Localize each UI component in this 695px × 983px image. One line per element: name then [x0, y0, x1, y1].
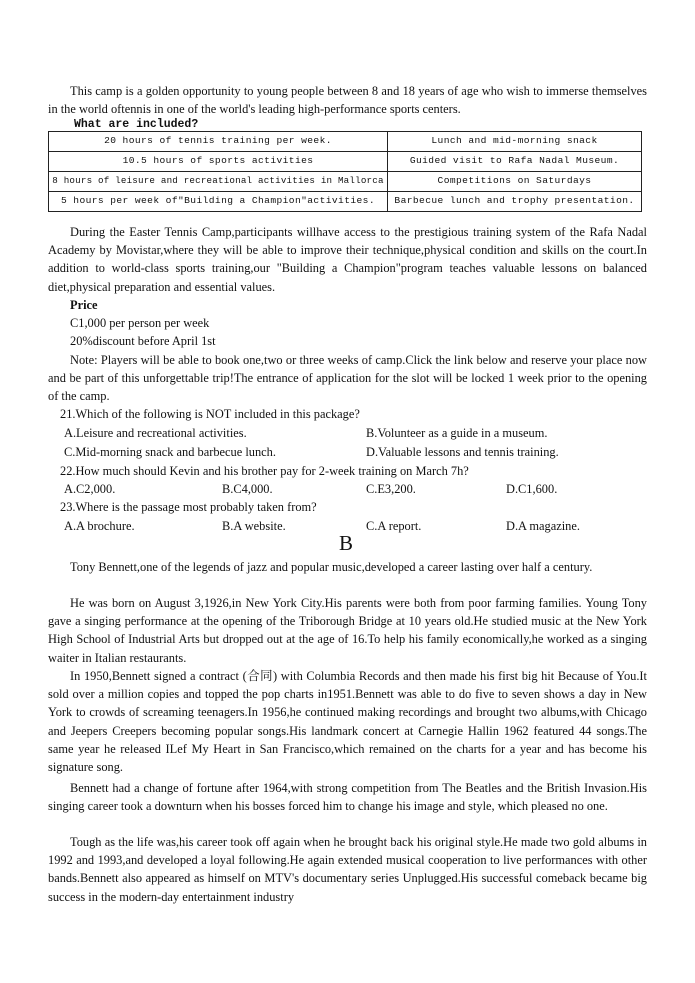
table-row [49, 172, 642, 192]
section-b-paragraph-4: Bennett had a change of fortune after 1964,with strong competition from The Beatles and the British Invasion.His singing career took a downturn when his bosses forced him to change his image and style, which pleased no one. [48, 781, 647, 814]
table-cell: 10.5 hours of sports activities [49, 152, 388, 172]
question-22-option-c[interactable]: C.E3,200. [366, 482, 416, 496]
table-row [49, 132, 642, 152]
price-heading: Price [70, 298, 98, 312]
table-row [49, 152, 642, 172]
question-22-option-a[interactable]: A.C2,000. [64, 482, 116, 496]
question-23-option-b[interactable]: B.A website. [222, 519, 286, 533]
question-22-option-b[interactable]: B.C4,000. [222, 482, 273, 496]
table-cell: Lunch and mid-morning snack [388, 132, 642, 152]
table-cell: 8 hours of leisure and recreational activities in Mallorca [49, 172, 388, 192]
question-21-option-c[interactable]: C.Mid-morning snack and barbecue lunch. [64, 445, 276, 459]
section-b-paragraph-5: Tough as the life was,his career took off again when he brought back his original style.He made two gold albums in 1992 and 1993,and developed a loyal following.He again extended musical cooperation to live performances with other bands.Bennett also appeared as himself on MTV's documentary series Unplugged.His successful comeback became big success in the modern-day entertainment industry [48, 835, 647, 904]
question-23-stem: 23.Where is the passage most probably taken from? [60, 500, 317, 514]
section-b-heading: B [339, 531, 354, 555]
question-22-option-d[interactable]: D.C1,600. [506, 482, 558, 496]
section-b-paragraph-2: He was born on August 3,1926,in New York City.His parents were both from poor farming families. Young Tony gave a singing performance at the opening of the Triborough Bridge at 10 years old.He studied music at the New York High School of Industrial Arts but dropped out at the age of 16.To help his family economically,he worked as a singing waiter in Italian restaurants. [48, 596, 647, 665]
question-22-stem: 22.How much should Kevin and his brother pay for 2-week training on March 7h? [60, 464, 469, 478]
price-per-week: C1,000 per person per week [70, 316, 210, 330]
table-row [49, 192, 642, 212]
included-heading: What are included? [74, 118, 199, 131]
question-23-option-d[interactable]: D.A magazine. [506, 519, 580, 533]
question-23-option-c[interactable]: C.A report. [366, 519, 422, 533]
price-discount: 20%discount before April 1st [70, 334, 216, 348]
section-b-paragraph-1: Tony Bennett,one of the legends of jazz and popular music,developed a career lasting over half a century. [70, 560, 593, 574]
question-21-option-b[interactable]: B.Volunteer as a guide in a museum. [366, 426, 548, 440]
table-cell: Guided visit to Rafa Nadal Museum. [388, 152, 642, 172]
note-paragraph: Note: Players will be able to book one,two or three weeks of camp.Click the link below and reserve your place now and be part of this unforgettable trip!The entrance of application for the slot will be locked 1 week prior to the opening of the camp. [48, 353, 647, 404]
easter-camp-paragraph: During the Easter Tennis Camp,participants willhave access to the prestigious training system of the Rafa Nadal Academy by Movistar,where they will be able to improve their technique,physical condition and skills on the court.In addition to world-class sports training,our "Building a Champion"program teaches valuable lessons on balanced diet,physical preparation and essential values. [48, 225, 647, 294]
question-23-option-a[interactable]: A.A brochure. [64, 519, 135, 533]
table-cell: 5 hours per week of"Building a Champion"activities. [49, 192, 388, 212]
intro-paragraph: This camp is a golden opportunity to young people between 8 and 18 years of age who wish to immerse themselves in the world oftennis in one of the world's leading high-performance sports centers. [48, 84, 647, 117]
section-b-paragraph-3: In 1950,Bennett signed a contract (合同) with Columbia Records and then made his first big hit Because of You.It sold over a million copies and topped the pop charts in1951.Bennett was able to do five to seven shows a day in New York to crowds of screaming teenagers.In 1956,he continued making recordings and brought two albums,with Chicago and Jeepers Creepers becoming popular songs.His landmark concert at Carnegie Hallin 1962 featured 44 songs.The same year he released ILef My Heart in San Francisco,which remained on the charts for a year and has become his signature song. [48, 669, 647, 775]
included-table [48, 131, 642, 212]
table-cell: Barbecue lunch and trophy presentation. [388, 192, 642, 212]
question-21-option-a[interactable]: A.Leisure and recreational activities. [64, 426, 247, 440]
question-21-stem: 21.Which of the following is NOT included in this package? [60, 407, 360, 421]
table-cell: 20 hours of tennis training per week. [49, 132, 388, 152]
table-cell: Competitions on Saturdays [388, 172, 642, 192]
question-21-option-d[interactable]: D.Valuable lessons and tennis training. [366, 445, 559, 459]
